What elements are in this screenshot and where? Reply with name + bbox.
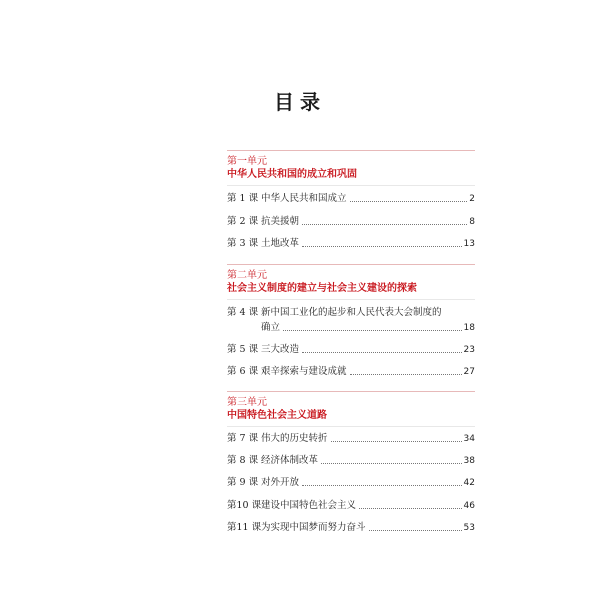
lesson-title: 土地改革 (261, 238, 300, 249)
unit-divider (227, 391, 475, 392)
dot-leader (302, 246, 462, 247)
lesson-number: 第 1 课 (227, 193, 259, 204)
unit-3-header (227, 391, 475, 427)
lesson-title: 经济体制改革 (261, 455, 319, 466)
page-number: 27 (463, 367, 475, 377)
lesson-title: 抗美援朝 (261, 216, 300, 227)
lesson-title: 伟大的历史转折 (261, 433, 328, 444)
page-number: 23 (463, 345, 475, 355)
lesson-title: 对外开放 (261, 477, 300, 488)
unit-1-header (227, 150, 475, 186)
dot-leader (331, 441, 462, 442)
lesson-number: 第 5 课 (227, 344, 259, 355)
lesson-number: 第 4 课 (227, 307, 259, 318)
lesson-number: 第11 课 (227, 522, 262, 533)
lesson-title-line-1: 新中国工业化的起步和人民代表大会制度的 (261, 307, 442, 318)
lesson-title: 为实现中国梦而努力奋斗 (261, 522, 366, 533)
dot-leader (359, 508, 462, 509)
page-title: 目录 (274, 90, 326, 114)
unit-separator (227, 299, 475, 300)
unit-name: 中国特色社会主义道路 (227, 410, 327, 421)
lesson-title: 中华人民共和国成立 (261, 193, 347, 204)
unit-number: 第一单元 (227, 156, 267, 167)
lesson-title-line-2: 确立 (261, 322, 281, 333)
unit-number: 第二单元 (227, 270, 267, 281)
dot-leader (321, 463, 462, 464)
lesson-number: 第 9 课 (227, 477, 259, 488)
unit-separator (227, 185, 475, 186)
page-number: 46 (463, 501, 475, 511)
dot-leader (302, 224, 467, 225)
page-number: 13 (463, 239, 475, 249)
unit-number: 第三单元 (227, 397, 267, 408)
lesson-number: 第 3 课 (227, 238, 259, 249)
dot-leader (302, 352, 462, 353)
unit-name: 中华人民共和国的成立和巩固 (227, 169, 357, 180)
dot-leader (350, 201, 468, 202)
dot-leader (302, 485, 462, 486)
page-number: 34 (463, 434, 475, 444)
page-number: 8 (469, 217, 475, 227)
unit-separator (227, 426, 475, 427)
page-number: 38 (463, 456, 475, 466)
lesson-number: 第 7 课 (227, 433, 259, 444)
lesson-title: 三大改造 (261, 344, 300, 355)
lesson-number: 第 2 课 (227, 216, 259, 227)
page-number: 53 (463, 523, 475, 533)
unit-2-header (227, 264, 475, 300)
lesson-title: 艰辛探索与建设成就 (261, 366, 347, 377)
page-number: 42 (463, 478, 475, 488)
dot-leader (350, 374, 462, 375)
lesson-number: 第 8 课 (227, 455, 259, 466)
unit-divider (227, 150, 475, 151)
dot-leader (283, 330, 462, 331)
unit-divider (227, 264, 475, 265)
page-number: 18 (463, 323, 475, 333)
lesson-number: 第10 课 (227, 500, 262, 511)
page-number: 2 (469, 194, 475, 204)
lesson-title: 建设中国特色社会主义 (261, 500, 357, 511)
lesson-number: 第 6 课 (227, 366, 259, 377)
dot-leader (369, 530, 462, 531)
unit-name: 社会主义制度的建立与社会主义建设的探索 (227, 283, 417, 294)
